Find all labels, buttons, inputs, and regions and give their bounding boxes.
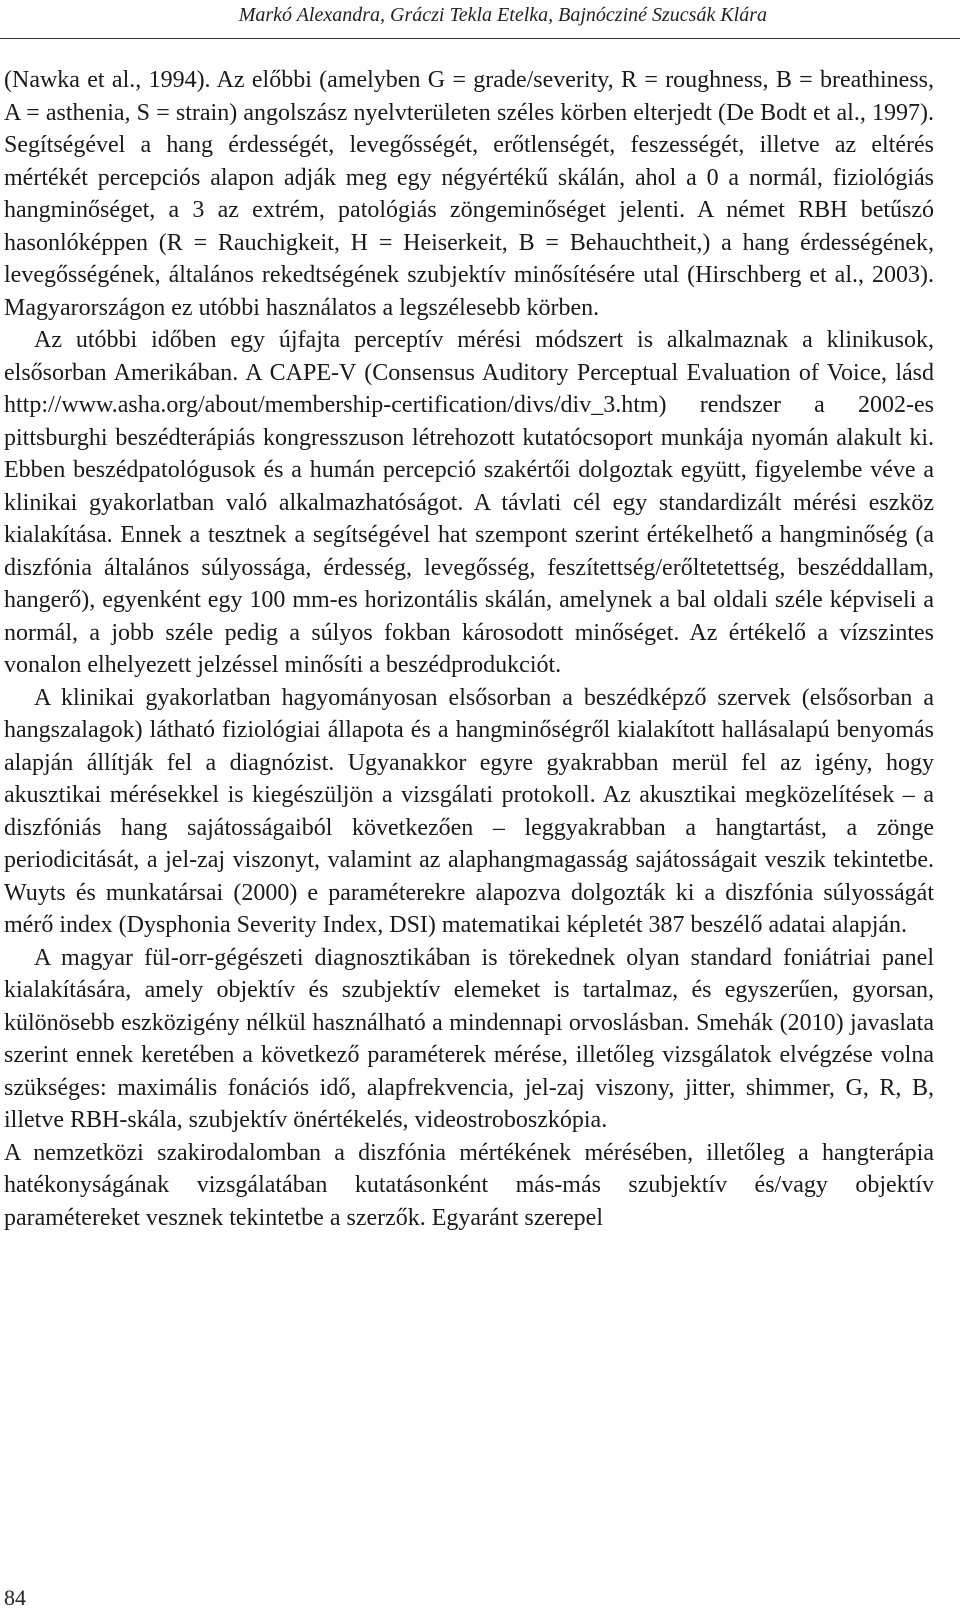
- paragraph: A klinikai gyakorlatban hagyományosan elsősorban a beszédképző szervek (elsősorban a hangszalagok) látható fiziológiai állapota és a hangminőségről kialakított hallásalapú benyomás alapján állítják fel a diagnózist. Ugyanakkor egyre gyakrabban merül fel az igény, hogy akusztikai mérésekkel is kiegészüljön a vizsgálati protokoll. Az akusztikai megközelítések – a diszfóniás hang sajátosságaiból következően – leggyakrabban a hangtartást, a zönge periodicitását, a jel-zaj viszonyt, valamint az alaphangmagasság sajátosságait veszik tekintetbe. Wuyts és munkatársai (2000) e paraméterekre alapozva dolgozták ki a diszfónia súlyosságát mérő index (Dysphonia Severity Index, DSI) matematikai képletét 387 beszélő adatai alapján.: [4, 684, 934, 938]
- paragraph: A magyar fül-orr-gégészeti diagnosztikában is törekednek olyan standard foniátriai panel kialakítására, amely objektív és szubjektív elemeket is tartalmaz, és egyszerűen, gyorsan, különösebb eszközigény nélkül használható a mindennapi orvoslásban. Smehák (2010) javaslata szerint ennek keretében a következő paraméterek mérése, illetőleg vizsgálatok elvégzése volna szükséges: maximális fonációs idő, alapfrekvencia, jel-zaj viszony, jitter, shimmer, G, R, B, illetve RBH-skála, szubjektív önértékelés, videostroboszkópia.: [4, 944, 934, 1133]
- paragraph: A nemzetközi szakirodalomban a diszfónia mértékének mérésében, illetőleg a hangterápia hatékonyságának vizsgálatában kutatásonként más-más szubjektív és/vagy objektív paramétereket vesznek tekintetbe a szerzők. Egyaránt szerepel: [4, 1139, 934, 1231]
- body-text: [4, 64, 934, 1234]
- paragraph: (Nawka et al., 1994). Az előbbi (amelyben G = grade/severity, R = roughness, B = breathiness, A = asthenia, S = strain) angolszász nyelvterületen széles körben elterjedt (De Bodt et al., 1997). Segítségével a hang érdességét, levegősségét, erőtlenségét, feszességét, illetve az eltérés mértékét percepciós alapon adják meg egy négyértékű skálán, ahol a 0 a normál, fiziológiás hangminőséget, a 3 az extrém, patológiás zöngeminőséget jelenti. A német RBH betűszó hasonlóképpen (R = Rauchigkeit, H = Heiserkeit, B = Behauchtheit,) a hang érdességének, levegősségének, általános rekedtségének szubjektív minősítésére utal (Hirschberg et al., 2003). Magyarországon ez utóbbi használatos a legszélesebb körben.: [4, 67, 934, 321]
- paragraph: Az utóbbi időben egy újfajta perceptív mérési módszert is alkalmaznak a klinikusok, elsősorban Amerikában. A CAPE-V (Consensus Auditory Perceptual Evaluation of Voice, lásd http://www.asha.org/about/membership-certification/divs/div_3.htm) rendszer a 2002-es pittsburghi beszédterápiás kongresszuson létrehozott kutatócsoport munkája nyomán alakult ki. Ebben beszédpatológusok és a humán percepció szakértői dolgoztak együtt, figyelembe véve a klinikai gyakorlatban való alkalmazhatóságot. A távlati cél egy standardizált mérési eszköz kialakítása. Ennek a tesztnek a segítségével hat szempont szerint értékelhető a hangminőség (a diszfónia általános súlyossága, érdesség, levegősség, feszítettség/erőltetettség, beszéddallam, hangerő), egyenként egy 100 mm-es horizontális skálán, amelynek a bal oldali széle képviseli a normál, a jobb széle pedig a súlyos fokban károsodott minőséget. Az értékelő a vízszintes vonalon elhelyezett jelzéssel minősíti a beszédprodukciót.: [4, 327, 934, 678]
- page-number: 84: [4, 1585, 26, 1610]
- running-header: Markó Alexandra, Gráczi Tekla Etelka, Bajnócziné Szucsák Klára: [238, 4, 767, 26]
- header-rule: [0, 38, 960, 39]
